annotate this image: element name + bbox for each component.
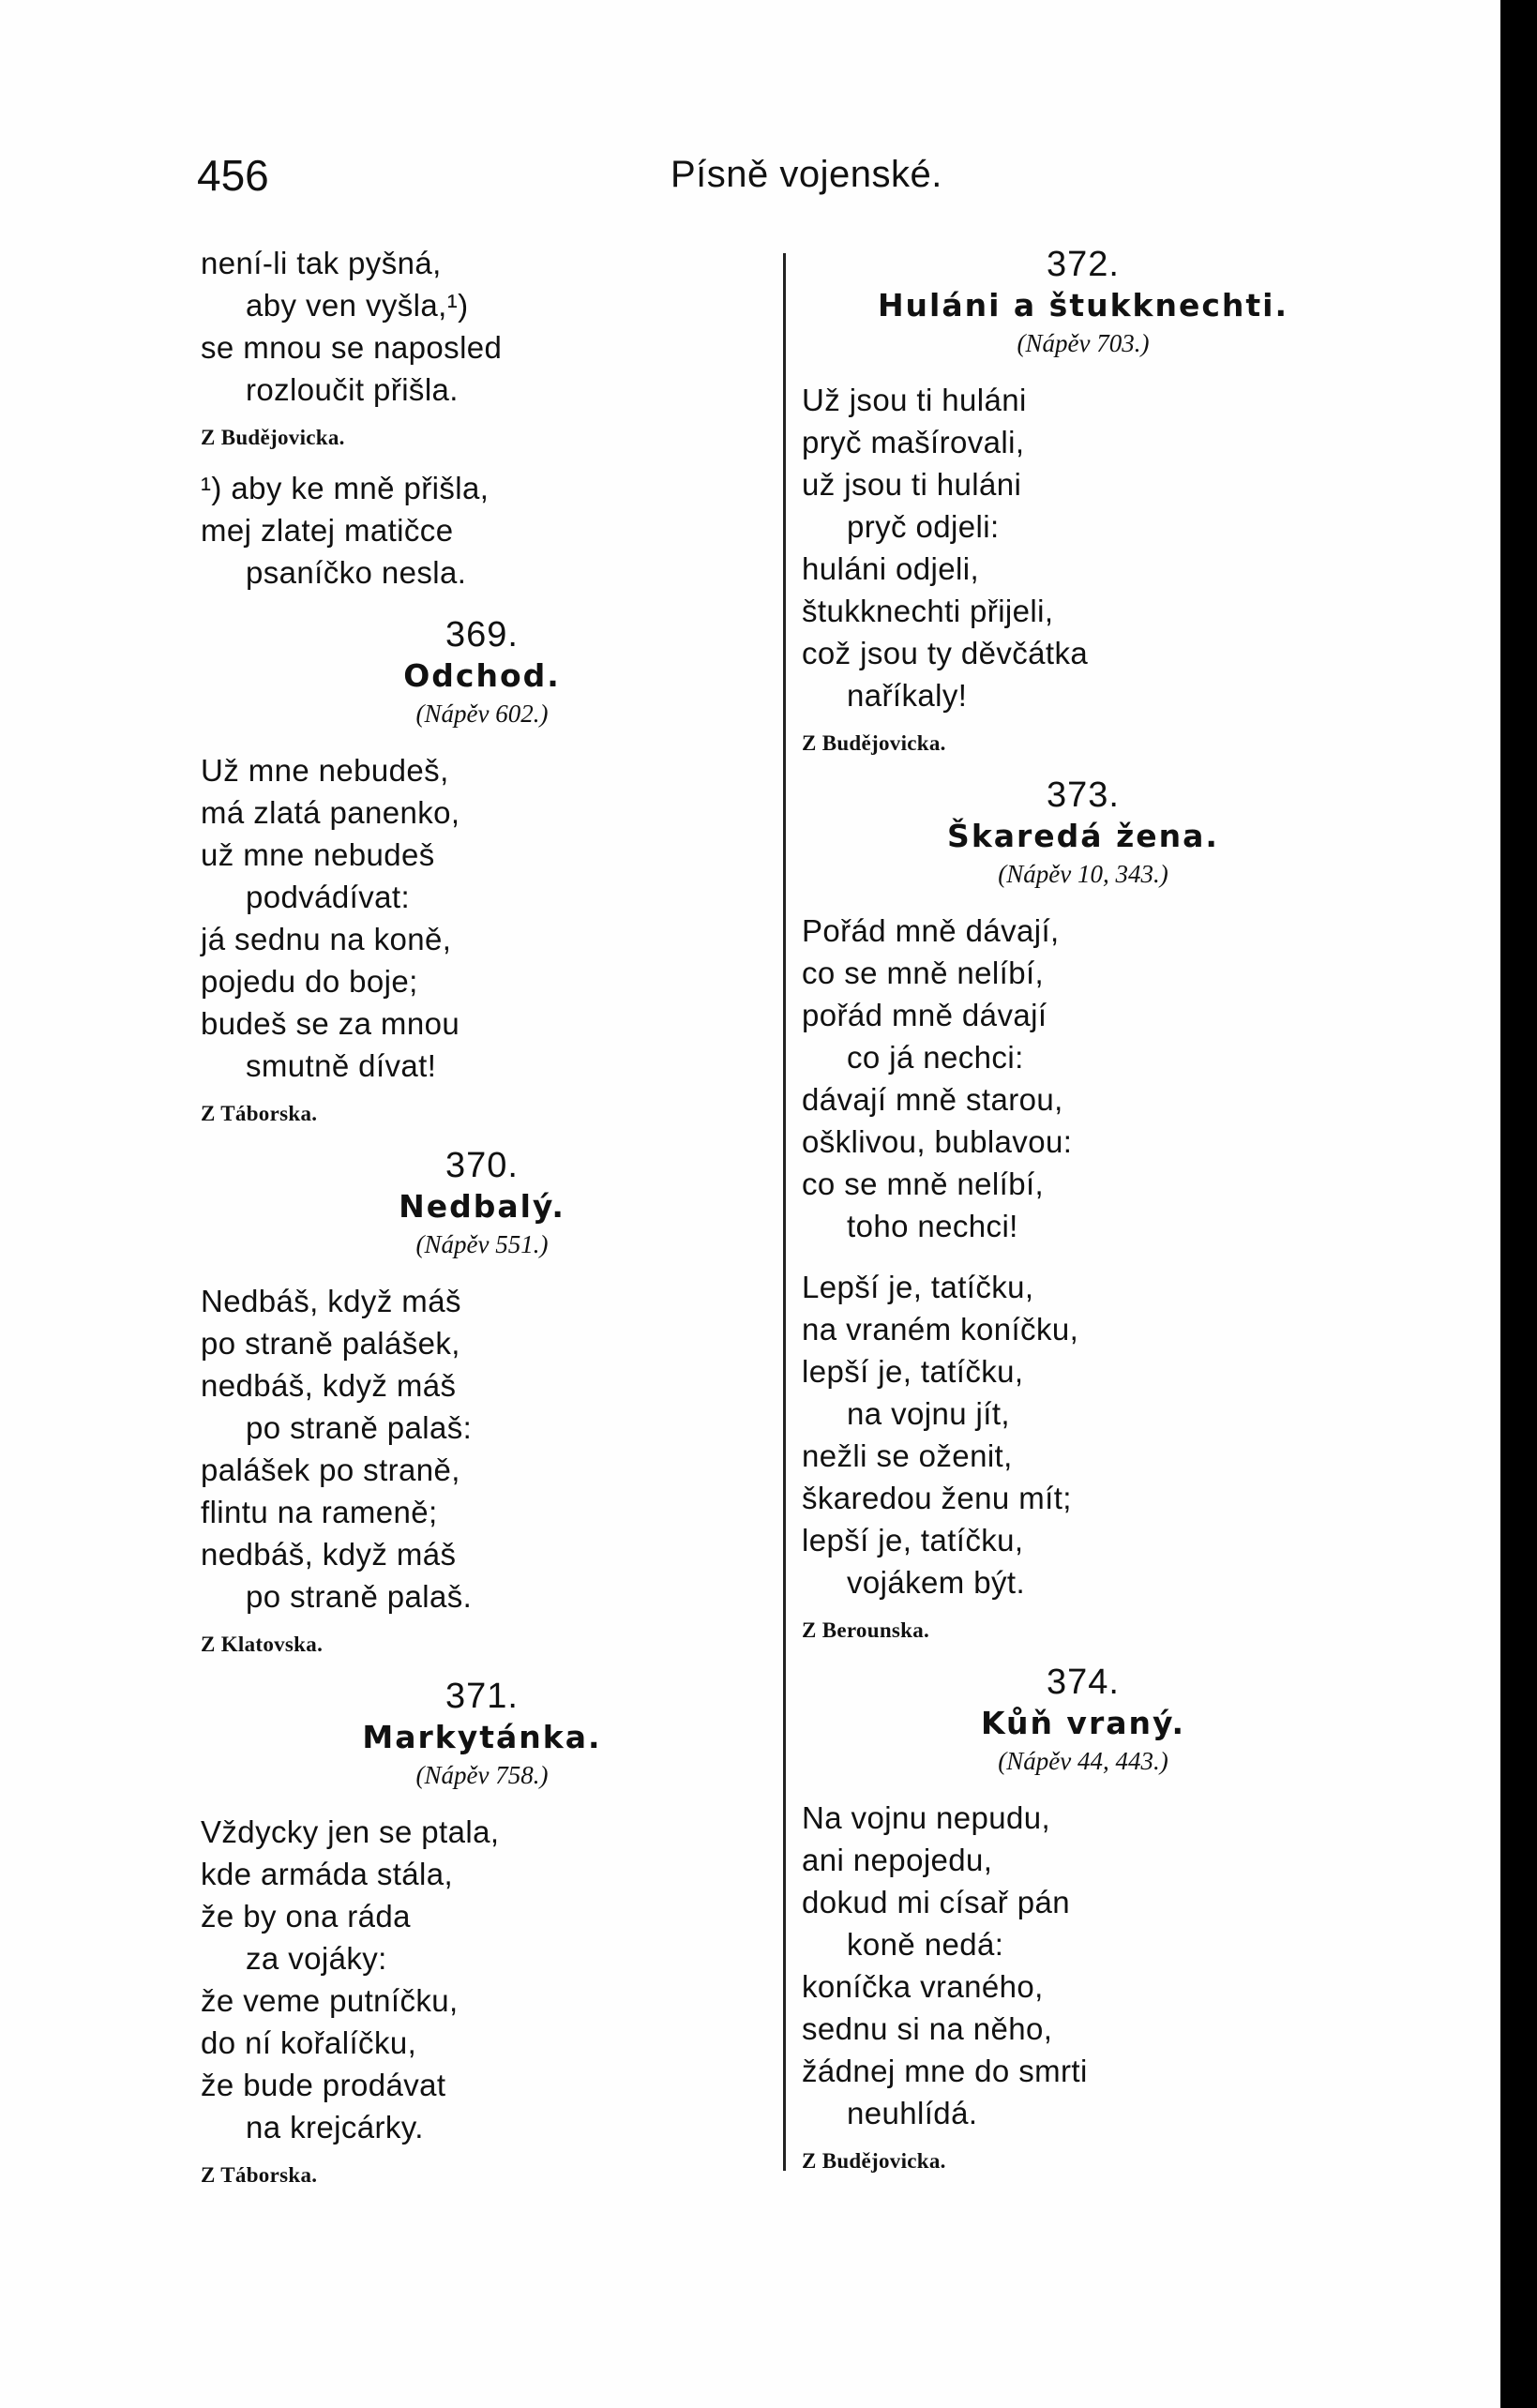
verse-line: žádnej mne do smrti (802, 2054, 1088, 2088)
verse-line: Už jsou ti huláni (802, 383, 1027, 417)
verse-line: co se mně nelíbí, (802, 1166, 1045, 1201)
verse-line: že by ona ráda (201, 1899, 411, 1934)
verse-line: se mnou se naposled (201, 330, 503, 365)
verse-line: ¹) aby ke mně přišla, (201, 471, 490, 505)
song-title: Odchod. (403, 657, 561, 694)
verse-line: má zlatá panenko, (201, 795, 460, 830)
verse-line: štukknechti přijeli, (802, 594, 1054, 628)
song (802, 1660, 1364, 2177)
verse-line: nedbáš, když máš (201, 1537, 457, 1572)
verse-line: na vojnu jít, (847, 1396, 1010, 1431)
tune-reference: (Nápěv 703.) (1017, 329, 1150, 357)
footnote (201, 467, 763, 594)
verse-line: smutně dívat! (246, 1048, 437, 1083)
verse-line: kde armáda stála, (201, 1857, 454, 1891)
running-title: Písně vojenské. (671, 154, 942, 195)
verse-line: pryč odjeli: (847, 509, 1000, 544)
verse-line: podvádívat: (246, 880, 411, 914)
song-title: Markytánka. (362, 1719, 602, 1755)
tune-reference: (Nápěv 551.) (415, 1230, 549, 1258)
song-origin: Z Berounska. (802, 1618, 930, 1642)
verse-line: Už mne nebudeš, (201, 753, 449, 788)
verse-line: aby ven vyšla,¹) (246, 288, 469, 323)
verse-line: Na vojnu nepudu, (802, 1800, 1051, 1835)
song-number: 373. (1047, 775, 1120, 815)
verse-line: palášek po straně, (201, 1452, 460, 1487)
song (201, 612, 763, 1130)
verse-line: už jsou ti huláni (802, 467, 1022, 502)
verse-line: Vždycky jen se ptala, (201, 1814, 500, 1849)
stanza (201, 749, 763, 1087)
verse-line: pořád mně dávají (802, 998, 1047, 1032)
verse-line: do ní kořalíčku, (201, 2025, 417, 2060)
song-title: Nedbalý. (399, 1188, 565, 1225)
stanza (802, 910, 1364, 1247)
verse-line: naříkaly! (847, 678, 968, 713)
song-continuation (201, 242, 763, 594)
verse-line: po straně palaš. (246, 1579, 473, 1614)
verse-line: neuhlídá. (847, 2096, 978, 2130)
verse-line: pojedu do boje; (201, 964, 418, 999)
stanza (201, 1811, 763, 2148)
song-number: 374. (1047, 1663, 1120, 1702)
stanza (201, 1280, 763, 1618)
verse-line: po straně palášek, (201, 1326, 460, 1361)
verse-line: co já nechci: (847, 1040, 1024, 1075)
verse-line: vojákem být. (847, 1565, 1026, 1600)
verse-line: škaredou ženu mít; (802, 1481, 1072, 1515)
verse-line: není-li tak pyšná, (201, 246, 442, 280)
tune-reference: (Nápěv 10, 343.) (998, 860, 1168, 888)
page-header (197, 150, 1350, 206)
verse-line: na vraném koníčku, (802, 1312, 1079, 1347)
verse-line: huláni odjeli, (802, 551, 980, 586)
song-origin: Z Táborska. (201, 1102, 318, 1125)
verse-line: lepší je, tatíčku, (802, 1354, 1024, 1389)
song-number: 370. (445, 1146, 519, 1185)
verse-line: dokud mi císař pán (802, 1885, 1071, 1919)
verse-line: Pořád mně dávají, (802, 913, 1060, 948)
right-column (802, 242, 1364, 2190)
verse-line: po straně palaš: (246, 1410, 473, 1445)
page-number: 456 (197, 151, 269, 200)
verse-line: lepší je, tatíčku, (802, 1523, 1024, 1558)
verse-line: já sednu na koně, (201, 922, 452, 956)
verse-line: koně nedá: (847, 1927, 1004, 1962)
song-origin: Z Táborska. (201, 2163, 318, 2187)
verse-line: sednu si na něho, (802, 2011, 1053, 2046)
song-number: 372. (1047, 245, 1120, 284)
song (802, 242, 1364, 760)
verse-line: Nedbáš, když máš (201, 1284, 461, 1318)
verse-line: dávají mně starou, (802, 1082, 1063, 1117)
verse-line: rozloučit přišla. (246, 372, 459, 407)
stanza (802, 1797, 1364, 2134)
verse-line: nedbáš, když máš (201, 1368, 457, 1403)
tune-reference: (Nápěv 44, 443.) (998, 1747, 1168, 1775)
verse-line: pryč mašírovali, (802, 425, 1025, 459)
song-title: Huláni a štukknechti. (877, 287, 1289, 324)
tune-reference: (Nápěv 758.) (415, 1761, 549, 1789)
verse-line: na krejcárky. (246, 2110, 424, 2145)
song-origin: Z Budějovicka. (802, 2149, 946, 2173)
verse-line: co se mně nelíbí, (802, 956, 1045, 990)
stanza (201, 242, 763, 411)
song-title: Kůň vraný. (980, 1705, 1186, 1741)
verse-line: psaníčko nesla. (246, 555, 467, 590)
tune-reference: (Nápěv 602.) (415, 700, 549, 728)
verse-line: za vojáky: (246, 1941, 387, 1976)
song (201, 1143, 763, 1661)
song-origin: Z Budějovicka. (802, 731, 946, 755)
verse-line: mej zlatej matičce (201, 513, 454, 548)
stanza (802, 379, 1364, 716)
verse-line: že bude prodávat (201, 2068, 446, 2102)
verse-line: už mne nebudeš (201, 837, 435, 872)
song-number: 369. (445, 615, 519, 655)
stanza (802, 1266, 1364, 1603)
song-origin: Z Budějovicka. (201, 426, 345, 449)
verse-line: nežli se oženit, (802, 1438, 1013, 1473)
song (201, 1674, 763, 2191)
verse-line: což jsou ty děvčátka (802, 636, 1089, 670)
left-column (201, 242, 763, 2205)
verse-line: flintu na rameně; (201, 1495, 438, 1529)
verse-line: budeš se za mnou (201, 1006, 460, 1041)
verse-line: Lepší je, tatíčku, (802, 1270, 1034, 1304)
song (802, 773, 1364, 1647)
verse-line: toho nechci! (847, 1209, 1018, 1243)
song-title: Škaredá žena. (947, 818, 1219, 854)
verse-line: ošklivou, bublavou: (802, 1124, 1073, 1159)
verse-line: že veme putníčku, (201, 1983, 459, 2018)
verse-line: ani nepojedu, (802, 1843, 993, 1877)
song-number: 371. (445, 1677, 519, 1716)
song-origin: Z Klatovska. (201, 1633, 324, 1656)
verse-line: koníčka vraného, (802, 1969, 1044, 2004)
column-divider (783, 253, 786, 2171)
